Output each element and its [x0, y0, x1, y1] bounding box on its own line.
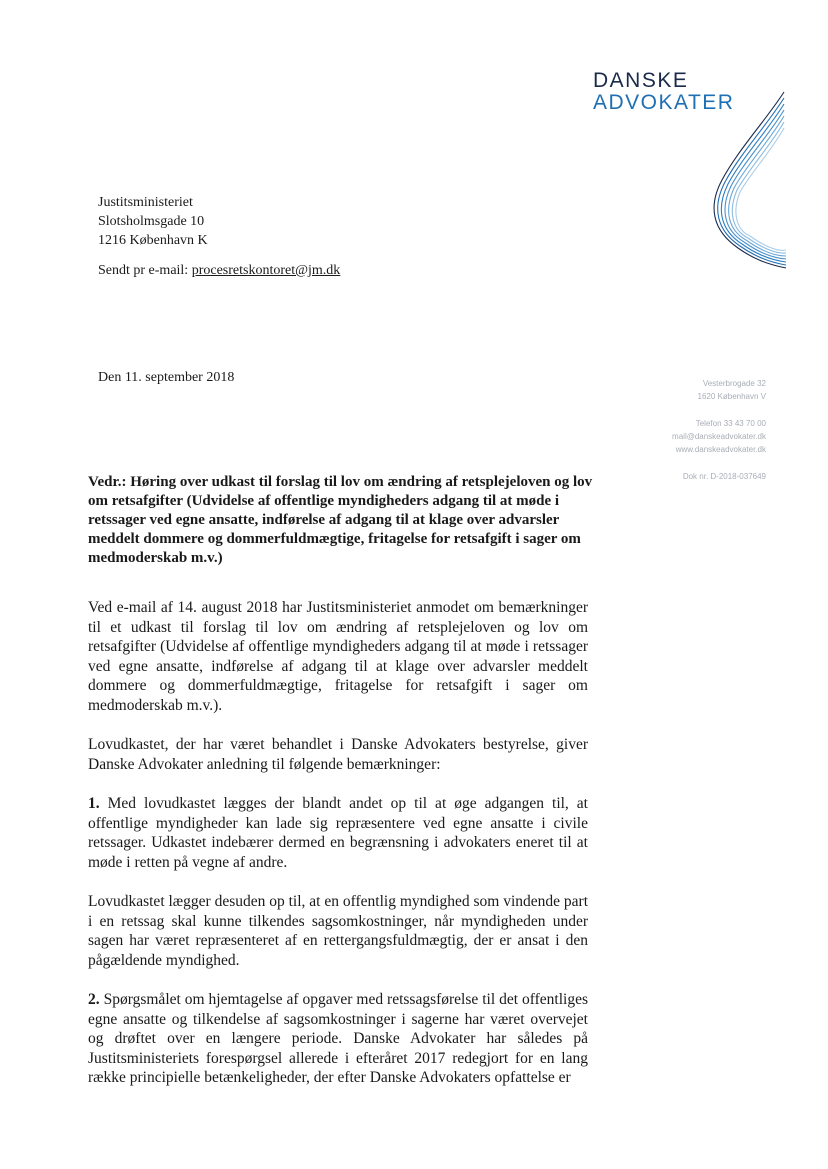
recipient-city: 1216 København K [98, 233, 208, 248]
point-text: Spørgsmålet om hjemtagelse af opgaver med retssagsførelse til det offentliges egne ansatte og tilkendelse af sagsomkostninger i sagerne har været overvejet og drøftet over en længere periode. Danske Advokater har således på Justitsministeriets forespørgsel allerede i efteråret 2017 redegjort for en lang række principielle betænkeligheder, der efter Danske Advokaters opfattelse er [88, 991, 589, 1086]
paragraph-point-1 [88, 794, 588, 872]
point-text: Med lovudkastet lægges der blandt andet op til at øge adgangen til, at offentlige myndigheder kan lade sig repræsentere ved egne ansatte i civile retssager. Udkastet indebærer dermed en begrænsning i advokaters eneret til at møde i retten på vegne af andre. [88, 795, 588, 871]
sender-info [600, 377, 766, 483]
sent-label: Sendt pr e-mail: [98, 263, 189, 278]
sent-by-email-line [98, 263, 340, 279]
recipient-street: Slotsholmsgade 10 [98, 214, 205, 229]
recipient-name: Justitsministeriet [98, 195, 193, 210]
letter-subject: Vedr.: Høring over udkast til forslag til lov om ændring af retsplejeloven og lov om retsafgifter (Udvidelse af offentlige myndigheders adgang til at møde i retssager ved egne ansatte, indførelse af adgang til at klage over advarsler meddelt dommere og dommerfuldmægtige, fritagelse for retsafgift i sager om medmoderskab m.v.) [88, 474, 593, 566]
sender-email: mail@danskeadvokater.dk [672, 432, 766, 441]
recipient-email-link[interactable]: procesretskontoret@jm.dk [191, 263, 341, 278]
paragraph-intro: Ved e-mail af 14. august 2018 har Justitsministeriet anmodet om bemærkninger til et udkast til forslag til lov om ændring af retsplejeloven og lov om retsafgifter (Udvidelse af offentlige myndigheders adgang til at møde i retssager ved egne ansatte, indførelse af adgang til at klage over advarsler meddelt dommere og dommerfuldmægtige, fritagelse for retsafgift i sager om medmoderskab m.v.). [88, 599, 588, 714]
logo-wave-graphic [700, 80, 790, 270]
logo-line-advokater: ADVOKATER [593, 91, 735, 114]
letter-date: Den 11. september 2018 [98, 370, 235, 385]
point-number: 1. [88, 795, 100, 812]
sender-street: Vesterbrogade 32 [702, 379, 766, 388]
sender-web: www.danskeadvokater.dk [675, 445, 766, 454]
sender-phone: Telefon 33 43 70 00 [695, 419, 766, 428]
point-number: 2. [88, 991, 100, 1008]
paragraph-board: Lovudkastet, der har været behandlet i Danske Advokaters bestyrelse, giver Danske Advokater anledning til følgende bemærkninger: [88, 736, 588, 773]
paragraph-point-2 [88, 990, 588, 1088]
recipient-address [98, 193, 208, 250]
document-number: Dok nr. D-2018-037649 [682, 472, 766, 481]
sender-city: 1620 København V [697, 392, 766, 401]
logo-line-danske: DANSKE [593, 69, 689, 92]
letter-body [88, 598, 588, 1108]
paragraph-costs: Lovudkastet lægger desuden op til, at en offentlig myndighed som vindende part i en retssag skal kunne tilkendes sagsomkostninger, når myndigheden under sagen har været repræsenteret af en rettergangsfuldmægtig, der er ansat i den pågældende myndighed. [88, 893, 588, 969]
